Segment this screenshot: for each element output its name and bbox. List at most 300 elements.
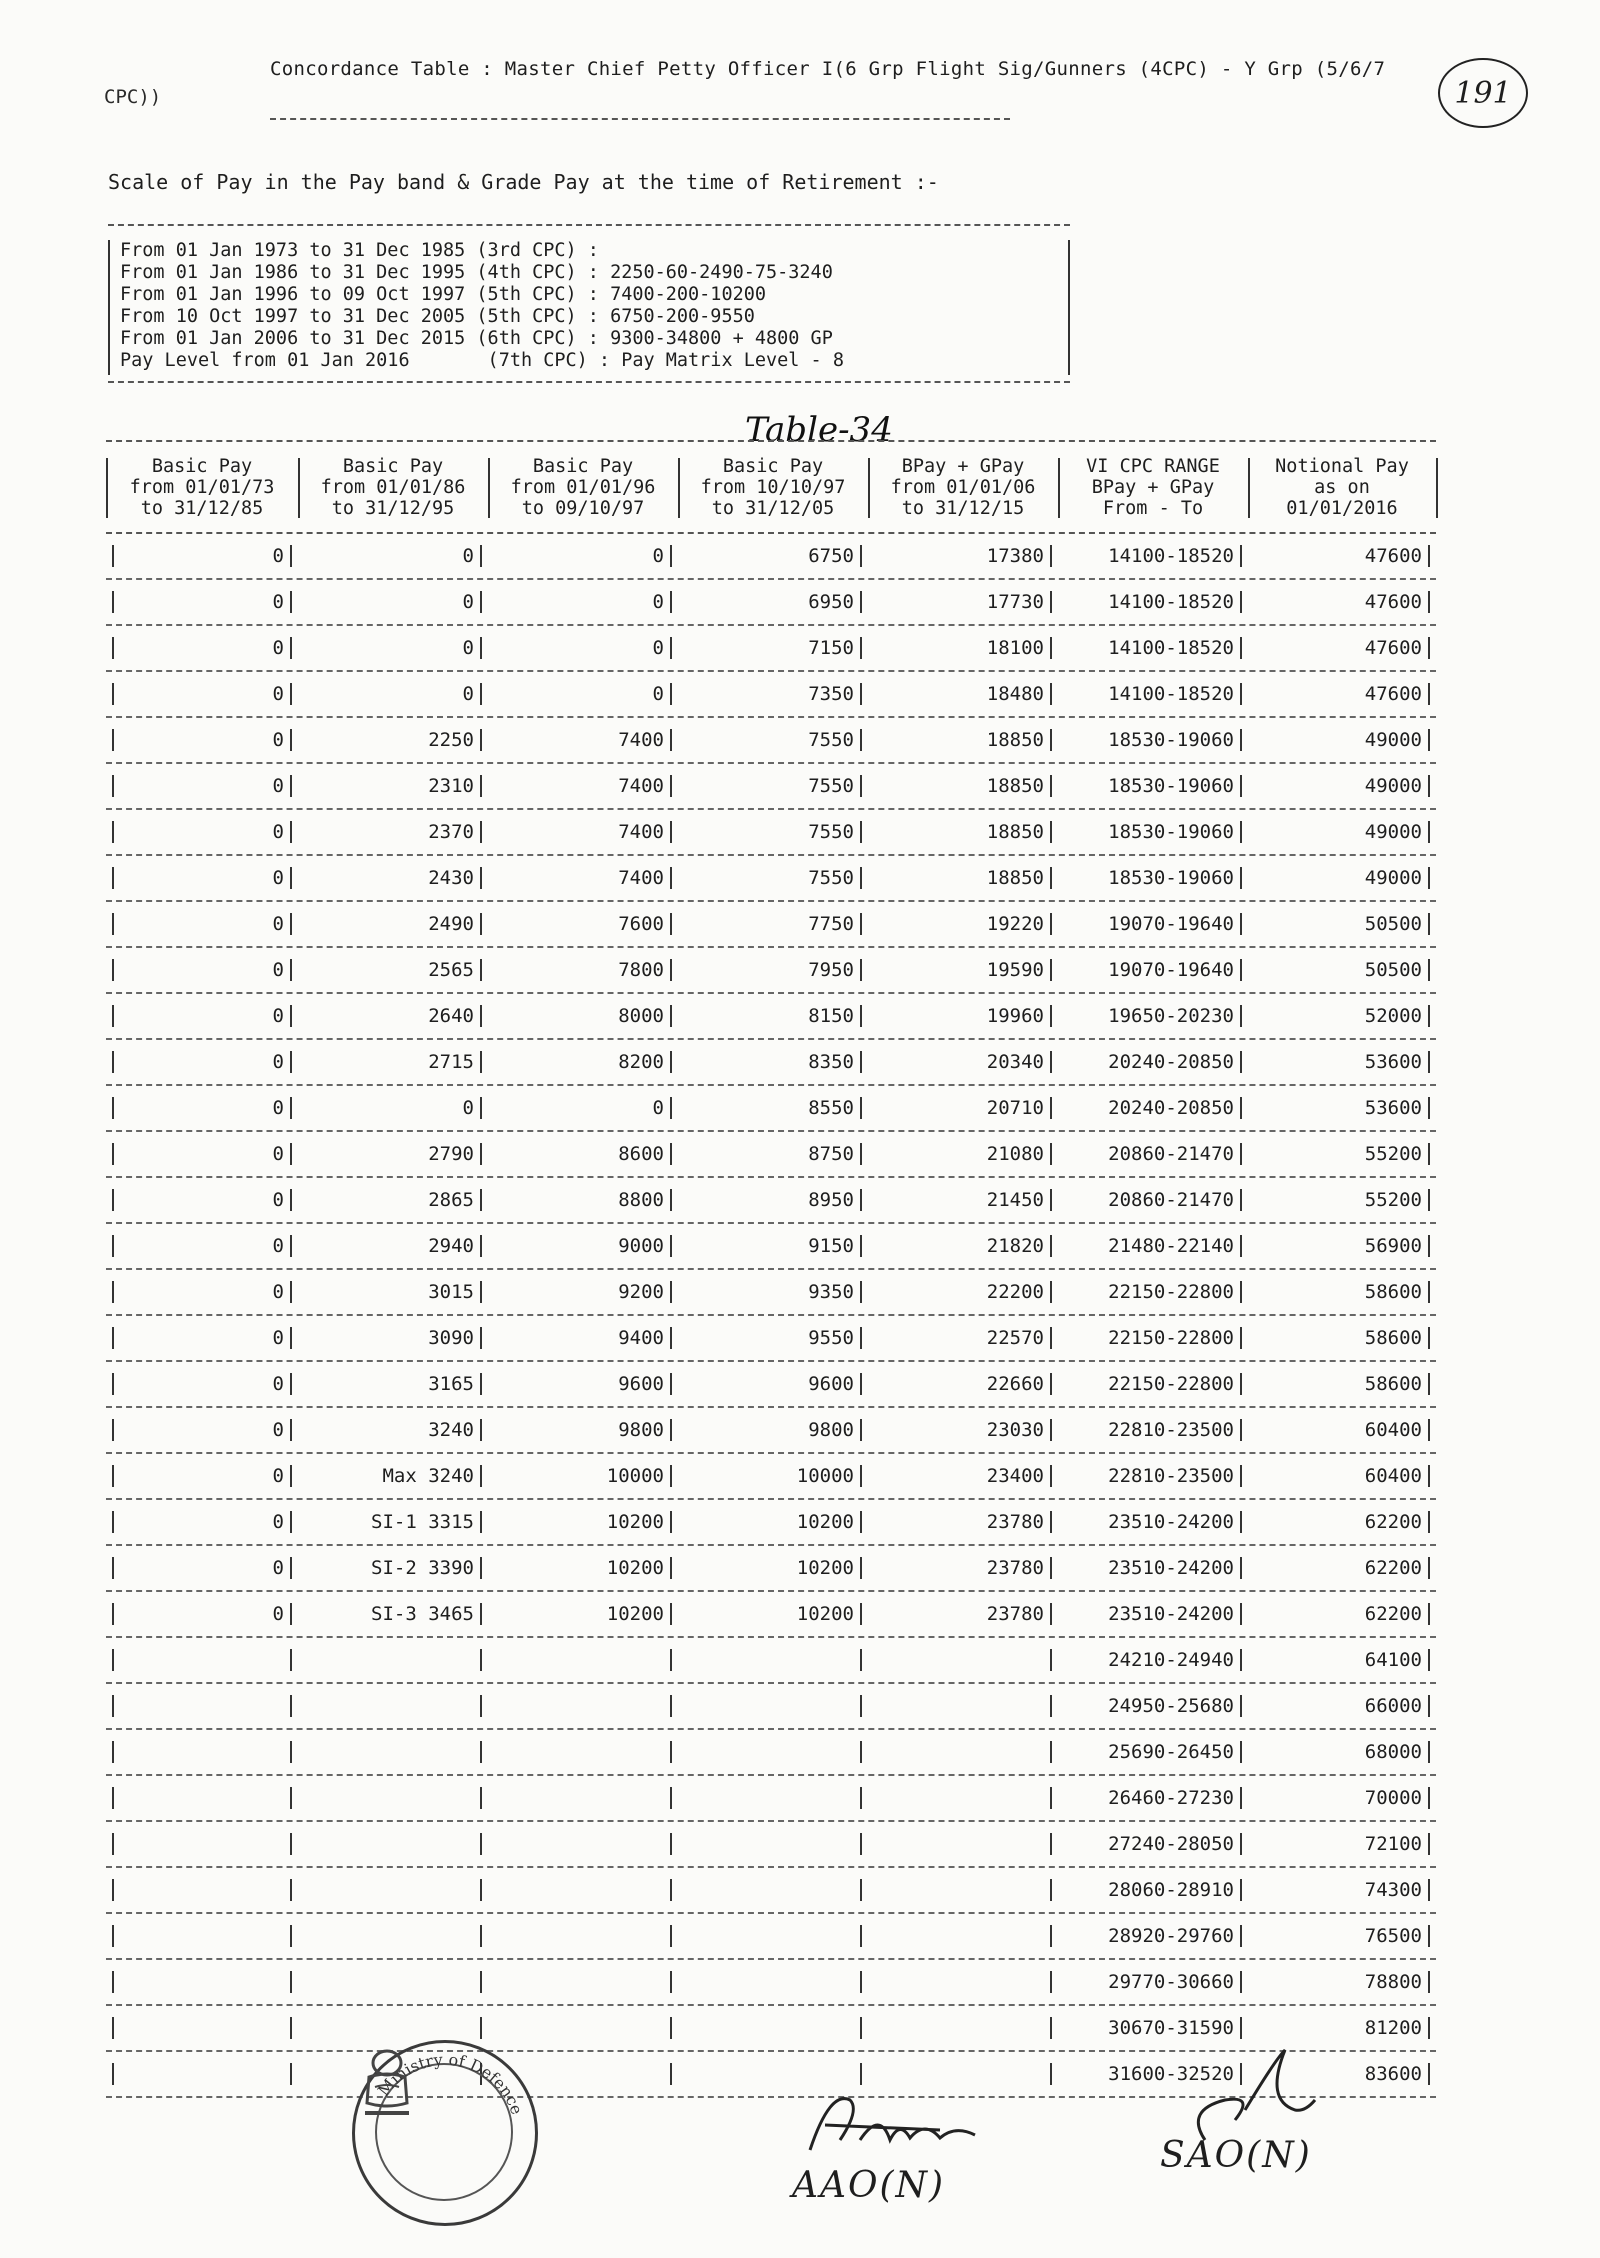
table-cell: 18850	[986, 867, 1044, 889]
column-divider	[1248, 458, 1250, 518]
table-cell: 0	[272, 1235, 284, 1257]
cell-divider	[1428, 729, 1430, 751]
cell-divider	[670, 637, 672, 659]
column-header	[678, 442, 868, 532]
table-cell: 0	[272, 1097, 284, 1119]
pay-scale-line: Pay Level from 01 Jan 2016 (7th CPC) : Pay Matrix Level - 8	[120, 350, 844, 371]
cell-divider	[1428, 1511, 1430, 1533]
table-cell	[106, 1776, 284, 1820]
cell-divider	[290, 1649, 292, 1671]
table-cell: 3090	[428, 1327, 474, 1349]
table-row	[106, 1132, 1436, 1178]
table-cell: 6950	[808, 591, 854, 613]
pay-scale-list	[120, 240, 844, 372]
table-cell	[678, 2006, 854, 2050]
cell-divider	[480, 729, 482, 751]
pay-scale-line: From 01 Jan 1996 to 09 Oct 1997 (5th CPC) : 7400-200-10200	[120, 284, 767, 305]
table-row	[106, 1638, 1436, 1684]
cell-divider	[860, 1603, 862, 1625]
table-cell: 18850	[986, 729, 1044, 751]
cell-divider	[670, 821, 672, 843]
table-cell: 81200	[1364, 2017, 1422, 2039]
table-cell: 14100-18520	[1108, 591, 1234, 613]
table-row	[106, 1454, 1436, 1500]
cell-divider	[1240, 1649, 1242, 1671]
cell-divider	[480, 545, 482, 567]
table-cell	[868, 2006, 1044, 2050]
table-cell: 9600	[618, 1373, 664, 1395]
cell-divider	[1428, 1603, 1430, 1625]
cell-divider	[1428, 545, 1430, 567]
cell-divider	[290, 913, 292, 935]
cell-divider	[860, 1281, 862, 1303]
cell-divider	[860, 591, 862, 613]
document-title: Concordance Table : Master Chief Petty Officer I(6 Grp Flight Sig/Gunners (4CPC) - Y Grp (5/6/7	[270, 58, 1386, 80]
column-header-line: from 10/10/97	[700, 476, 846, 498]
cell-divider	[1428, 1419, 1430, 1441]
table-cell: 49000	[1364, 729, 1422, 751]
table-cell: 47600	[1364, 637, 1422, 659]
table-cell: 10000	[796, 1465, 854, 1487]
table-cell: 19590	[986, 959, 1044, 981]
table-cell: 2640	[428, 1005, 474, 1027]
table-row	[106, 994, 1436, 1040]
official-seal	[352, 2040, 538, 2226]
cell-divider	[1050, 1511, 1052, 1533]
cell-divider	[670, 775, 672, 797]
table-cell: 7400	[618, 775, 664, 797]
cell-divider	[860, 1419, 862, 1441]
table-cell: 0	[272, 683, 284, 705]
column-header	[106, 442, 298, 532]
table-cell	[298, 1868, 474, 1912]
cell-divider	[670, 1787, 672, 1809]
table-cell: 3240	[428, 1419, 474, 1441]
table-row	[106, 1040, 1436, 1086]
table-cell: 8800	[618, 1189, 664, 1211]
table-cell: 14100-18520	[1108, 683, 1234, 705]
cell-divider	[670, 545, 672, 567]
table-cell: 2865	[428, 1189, 474, 1211]
table-row	[106, 1960, 1436, 2006]
table-cell	[678, 1868, 854, 1912]
cell-divider	[480, 775, 482, 797]
cell-divider	[1050, 1373, 1052, 1395]
cell-divider	[1428, 1143, 1430, 1165]
cell-divider	[290, 1787, 292, 1809]
cell-divider	[1428, 1327, 1430, 1349]
table-cell: 2370	[428, 821, 474, 843]
cell-divider	[1050, 1465, 1052, 1487]
cell-divider	[1428, 2017, 1430, 2039]
table-cell	[298, 1684, 474, 1728]
table-cell: 30670-31590	[1108, 2017, 1234, 2039]
table-cell: 68000	[1364, 1741, 1422, 1763]
table-cell	[868, 1960, 1044, 2004]
cell-divider	[670, 1695, 672, 1717]
table-cell: 9000	[618, 1235, 664, 1257]
column-divider	[678, 458, 680, 518]
cell-divider	[670, 2063, 672, 2085]
table-cell: 9800	[618, 1419, 664, 1441]
column-header-line: as on	[1314, 476, 1370, 498]
column-header-line: From - To	[1102, 497, 1204, 519]
cell-divider	[1050, 1005, 1052, 1027]
cell-divider	[1240, 545, 1242, 567]
cell-divider	[1050, 1281, 1052, 1303]
pay-scale-line: From 01 Jan 1973 to 31 Dec 1985 (3rd CPC) :	[120, 240, 599, 261]
table-cell	[678, 1638, 854, 1682]
cell-divider	[290, 545, 292, 567]
table-cell: 2490	[428, 913, 474, 935]
pay-scale-line: From 01 Jan 2006 to 31 Dec 2015 (6th CPC) : 9300-34800 + 4800 GP	[120, 328, 833, 349]
table-cell: 23780	[986, 1603, 1044, 1625]
table-cell: 10200	[796, 1603, 854, 1625]
table-row	[106, 1776, 1436, 1822]
cell-divider	[860, 1787, 862, 1809]
table-cell: 26460-27230	[1108, 1787, 1234, 1809]
cell-divider	[480, 1833, 482, 1855]
table-cell: 47600	[1364, 683, 1422, 705]
cell-divider	[860, 637, 862, 659]
table-cell: 47600	[1364, 591, 1422, 613]
cell-divider	[670, 591, 672, 613]
table-cell: 0	[462, 637, 474, 659]
cell-divider	[1240, 913, 1242, 935]
cell-divider	[860, 1097, 862, 1119]
cell-divider	[1240, 591, 1242, 613]
cell-divider	[1050, 2063, 1052, 2085]
table-cell: 55200	[1364, 1143, 1422, 1165]
table-cell: 19070-19640	[1108, 959, 1234, 981]
cell-divider	[480, 1557, 482, 1579]
table-cell: 0	[652, 591, 664, 613]
cell-divider	[480, 1879, 482, 1901]
cell-divider	[480, 637, 482, 659]
cell-divider	[290, 1925, 292, 1947]
table-cell: 9150	[808, 1235, 854, 1257]
cell-divider	[290, 867, 292, 889]
cell-divider	[1428, 913, 1430, 935]
cell-divider	[290, 1189, 292, 1211]
cell-divider	[480, 1971, 482, 1993]
cell-divider	[1428, 1189, 1430, 1211]
table-cell	[488, 1914, 664, 1958]
table-body	[106, 534, 1436, 2098]
cell-divider	[670, 1419, 672, 1441]
table-cell: 64100	[1364, 1649, 1422, 1671]
table-cell	[868, 1776, 1044, 1820]
table-cell: 27240-28050	[1108, 1833, 1234, 1855]
table-cell: 0	[272, 545, 284, 567]
table-cell: SI-3 3465	[371, 1603, 474, 1625]
cell-divider	[290, 1327, 292, 1349]
cell-divider	[1050, 1833, 1052, 1855]
cell-divider	[860, 1189, 862, 1211]
title-underline	[270, 118, 1010, 120]
cell-divider	[1050, 591, 1052, 613]
cell-divider	[860, 1649, 862, 1671]
cell-divider	[480, 1327, 482, 1349]
seal-text: Ministry of Defence	[373, 2049, 527, 2118]
cell-divider	[860, 1833, 862, 1855]
table-cell: 24950-25680	[1108, 1695, 1234, 1717]
column-header-line: VI CPC RANGE	[1086, 455, 1220, 477]
table-row	[106, 1592, 1436, 1638]
table-cell: 21080	[986, 1143, 1044, 1165]
table-cell: 22150-22800	[1108, 1327, 1234, 1349]
cell-divider	[1050, 775, 1052, 797]
table-cell	[488, 1684, 664, 1728]
table-cell: 21820	[986, 1235, 1044, 1257]
table-cell: 20860-21470	[1108, 1143, 1234, 1165]
cell-divider	[670, 1603, 672, 1625]
table-cell: 50500	[1364, 959, 1422, 981]
table-cell: 0	[462, 545, 474, 567]
cell-divider	[1428, 1281, 1430, 1303]
table-cell: 7150	[808, 637, 854, 659]
table-cell	[678, 1730, 854, 1774]
cell-divider	[1050, 1879, 1052, 1901]
cell-divider	[1428, 959, 1430, 981]
table-cell: 18850	[986, 821, 1044, 843]
table-cell	[106, 1684, 284, 1728]
table-row	[106, 856, 1436, 902]
cell-divider	[1240, 1419, 1242, 1441]
table-cell: 0	[272, 591, 284, 613]
column-divider	[106, 458, 108, 518]
cell-divider	[860, 867, 862, 889]
table-cell	[298, 1960, 474, 2004]
signature-right-scribble	[1165, 2040, 1325, 2150]
table-cell: 28060-28910	[1108, 1879, 1234, 1901]
table-cell: 7400	[618, 867, 664, 889]
table-cell	[678, 1776, 854, 1820]
table-row	[106, 1362, 1436, 1408]
cell-divider	[670, 1649, 672, 1671]
column-header-line: from 01/01/06	[890, 476, 1036, 498]
table-cell	[298, 1822, 474, 1866]
cell-divider	[1240, 683, 1242, 705]
cell-divider	[1050, 1695, 1052, 1717]
table-cell: 18530-19060	[1108, 729, 1234, 751]
table-cell: 2565	[428, 959, 474, 981]
cell-divider	[1428, 1649, 1430, 1671]
table-cell: 58600	[1364, 1373, 1422, 1395]
cell-divider	[860, 1925, 862, 1947]
table-cell: 9800	[808, 1419, 854, 1441]
table-cell	[868, 1868, 1044, 1912]
cell-divider	[670, 1235, 672, 1257]
table-cell: 0	[272, 1051, 284, 1073]
table-cell: 58600	[1364, 1281, 1422, 1303]
table-cell: 0	[652, 1097, 664, 1119]
cell-divider	[1428, 867, 1430, 889]
table-row	[106, 764, 1436, 810]
table-cell: 60400	[1364, 1419, 1422, 1441]
cell-divider	[1428, 1235, 1430, 1257]
table-cell: 50500	[1364, 913, 1422, 935]
table-cell: 18530-19060	[1108, 867, 1234, 889]
table-row	[106, 718, 1436, 764]
cell-divider	[290, 591, 292, 613]
cell-divider	[480, 1603, 482, 1625]
handwritten-table-label: Table-34	[745, 410, 893, 450]
table-row	[106, 1086, 1436, 1132]
cell-divider	[1240, 1971, 1242, 1993]
cell-divider	[290, 1833, 292, 1855]
cell-divider	[480, 1051, 482, 1073]
table-cell: SI-2 3390	[371, 1557, 474, 1579]
cell-divider	[1240, 1143, 1242, 1165]
column-header-line: BPay + GPay	[901, 455, 1025, 477]
table-cell: 62200	[1364, 1557, 1422, 1579]
table-row	[106, 626, 1436, 672]
column-header-line: Notional Pay	[1275, 455, 1409, 477]
cell-divider	[290, 1235, 292, 1257]
cell-divider	[1428, 1097, 1430, 1119]
cell-divider	[480, 1465, 482, 1487]
cell-divider	[1428, 1051, 1430, 1073]
cell-divider	[1240, 1005, 1242, 1027]
pay-scale-line: From 01 Jan 1986 to 31 Dec 1995 (4th CPC) : 2250-60-2490-75-3240	[120, 262, 833, 283]
table-cell: 0	[272, 1465, 284, 1487]
table-row	[106, 580, 1436, 626]
table-cell: 0	[272, 1005, 284, 1027]
table-cell: 0	[272, 959, 284, 981]
cell-divider	[480, 867, 482, 889]
cell-divider	[290, 2017, 292, 2039]
signature-right-designation: SAO(N)	[1160, 2135, 1312, 2176]
table-cell: 22150-22800	[1108, 1281, 1234, 1303]
cell-divider	[480, 1281, 482, 1303]
cell-divider	[290, 1051, 292, 1073]
cell-divider	[1050, 867, 1052, 889]
cell-divider	[860, 1143, 862, 1165]
cell-divider	[860, 1879, 862, 1901]
table-cell: 10200	[606, 1603, 664, 1625]
cell-divider	[1240, 1327, 1242, 1349]
table-cell: 2430	[428, 867, 474, 889]
cell-divider	[1050, 1787, 1052, 1809]
table-cell: 22660	[986, 1373, 1044, 1395]
column-header-line: BPay + GPay	[1091, 476, 1215, 498]
table-cell: 49000	[1364, 821, 1422, 843]
cell-divider	[670, 1879, 672, 1901]
table-cell: 14100-18520	[1108, 545, 1234, 567]
column-header	[488, 442, 678, 532]
cell-divider	[290, 1097, 292, 1119]
table-cell: 70000	[1364, 1787, 1422, 1809]
table-cell: 10200	[606, 1511, 664, 1533]
table-row	[106, 902, 1436, 948]
table-cell: 18530-19060	[1108, 775, 1234, 797]
cell-divider	[860, 1051, 862, 1073]
column-divider	[298, 458, 300, 518]
table-cell: 58600	[1364, 1327, 1422, 1349]
cell-divider	[1428, 683, 1430, 705]
cell-divider	[1428, 2063, 1430, 2085]
table-cell	[106, 1914, 284, 1958]
cell-divider	[290, 775, 292, 797]
cell-divider	[480, 683, 482, 705]
table-row	[106, 1546, 1436, 1592]
table-cell: 20860-21470	[1108, 1189, 1234, 1211]
table-cell: 0	[272, 1281, 284, 1303]
cell-divider	[290, 729, 292, 751]
cell-divider	[1240, 821, 1242, 843]
cell-divider	[480, 1097, 482, 1119]
table-cell: 0	[272, 1373, 284, 1395]
table-cell	[106, 2052, 284, 2096]
table-row	[106, 1316, 1436, 1362]
cell-divider	[1428, 1557, 1430, 1579]
pay-scale-box	[108, 224, 1070, 383]
cell-divider	[1240, 1235, 1242, 1257]
cell-divider	[290, 1419, 292, 1441]
table-cell	[868, 1730, 1044, 1774]
table-cell	[298, 1730, 474, 1774]
cell-divider	[1050, 729, 1052, 751]
cell-divider	[1428, 1741, 1430, 1763]
column-divider	[868, 458, 870, 518]
cell-divider	[290, 1603, 292, 1625]
table-cell: 53600	[1364, 1097, 1422, 1119]
cell-divider	[860, 821, 862, 843]
cell-divider	[860, 1557, 862, 1579]
table-cell: 23510-24200	[1108, 1557, 1234, 1579]
cell-divider	[670, 1833, 672, 1855]
table-cell: 9350	[808, 1281, 854, 1303]
table-cell: 7400	[618, 729, 664, 751]
cell-divider	[860, 1235, 862, 1257]
cell-divider	[1050, 637, 1052, 659]
table-cell	[488, 1960, 664, 2004]
table-cell: 25690-26450	[1108, 1741, 1234, 1763]
cell-divider	[290, 1971, 292, 1993]
table-cell: 53600	[1364, 1051, 1422, 1073]
cell-divider	[1240, 1603, 1242, 1625]
cell-divider	[670, 1327, 672, 1349]
table-cell: 20340	[986, 1051, 1044, 1073]
table-cell: 7600	[618, 913, 664, 935]
cell-divider	[1050, 1235, 1052, 1257]
table-cell	[106, 1822, 284, 1866]
column-header-line: from 01/01/86	[320, 476, 466, 498]
table-cell: 2940	[428, 1235, 474, 1257]
table-cell: 19960	[986, 1005, 1044, 1027]
cell-divider	[1050, 1649, 1052, 1671]
cell-divider	[480, 821, 482, 843]
table-cell: 0	[272, 775, 284, 797]
table-cell	[678, 1684, 854, 1728]
cell-divider	[290, 1557, 292, 1579]
table-cell: 2310	[428, 775, 474, 797]
table-cell: 60400	[1364, 1465, 1422, 1487]
column-divider	[1436, 458, 1438, 518]
table-cell: 7350	[808, 683, 854, 705]
cell-divider	[480, 1373, 482, 1395]
cell-divider	[860, 1373, 862, 1395]
table-cell: 0	[272, 1327, 284, 1349]
cell-divider	[1240, 867, 1242, 889]
column-header-line: to 09/10/97	[521, 497, 645, 519]
cell-divider	[860, 775, 862, 797]
table-cell: 0	[272, 1189, 284, 1211]
concordance-table	[106, 440, 1436, 2098]
table-cell: 49000	[1364, 775, 1422, 797]
table-cell: 0	[272, 637, 284, 659]
